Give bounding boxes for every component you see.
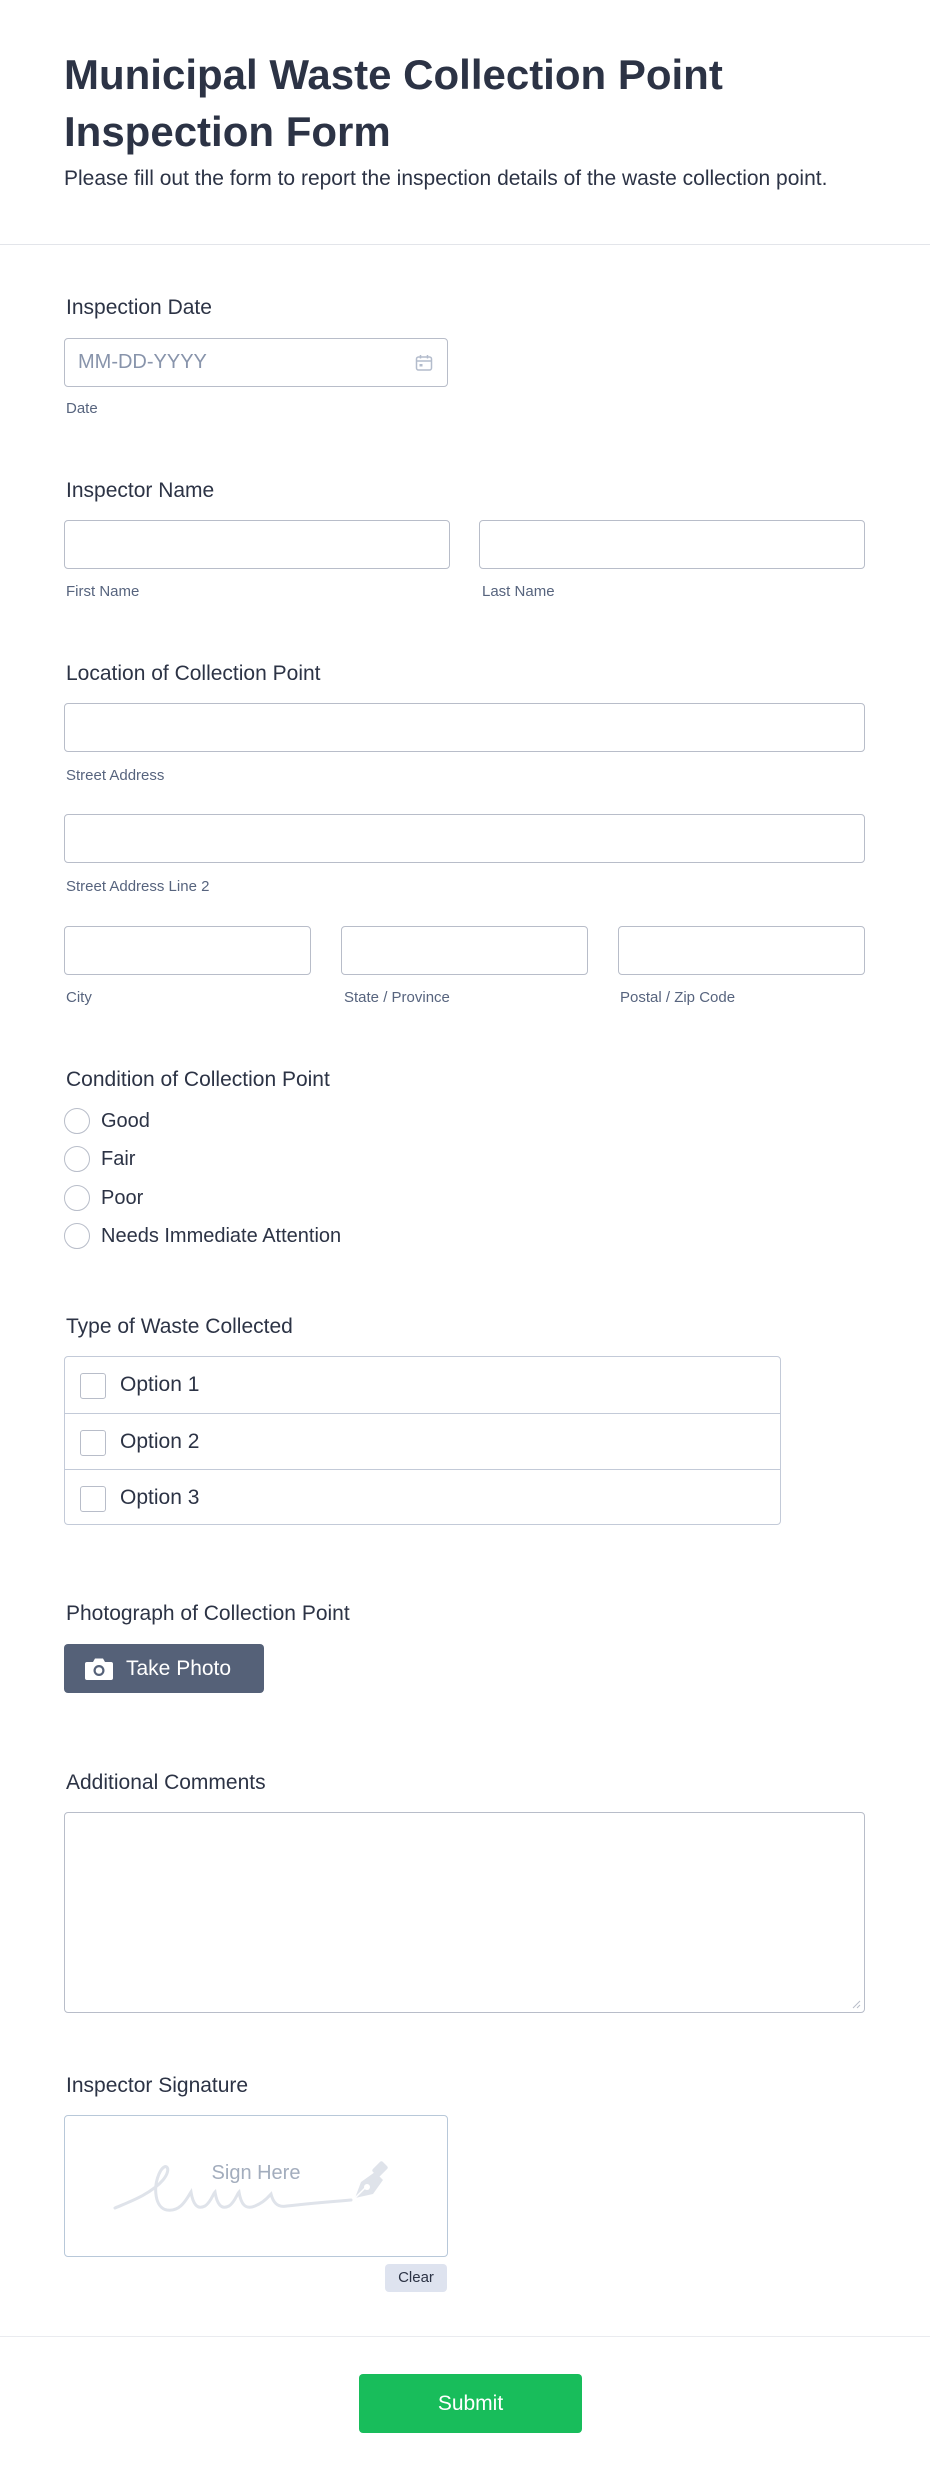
inspector-name-label: Inspector Name	[66, 479, 215, 502]
waste-type-checkbox-group	[64, 1356, 781, 1525]
inspection-date-label: Inspection Date	[66, 296, 212, 319]
street-address-sublabel: Street Address	[66, 767, 165, 784]
form-title: Municipal Waste Collection Point Inspection Form	[64, 51, 723, 155]
checkbox-option-3[interactable]	[65, 1469, 780, 1525]
checkbox-label: Option 3	[120, 1486, 200, 1509]
condition-label: Condition of Collection Point	[66, 1068, 330, 1091]
take-photo-label: Take Photo	[126, 1657, 232, 1680]
radio-label: Needs Immediate Attention	[101, 1225, 342, 1247]
clear-signature-button[interactable]: Clear	[385, 2264, 447, 2292]
footer-divider	[0, 2336, 930, 2337]
zip-sublabel: Postal / Zip Code	[620, 989, 736, 1006]
radio-label: Poor	[101, 1187, 144, 1209]
radio-label: Fair	[101, 1148, 136, 1170]
street-address-input[interactable]	[64, 703, 865, 752]
checkbox-option-2[interactable]	[65, 1413, 780, 1469]
checkbox[interactable]	[80, 1486, 106, 1512]
submit-button[interactable]: Submit	[359, 2374, 582, 2433]
radio-button[interactable]	[64, 1108, 90, 1134]
signature-pad[interactable]	[64, 2115, 448, 2257]
camera-icon	[84, 1657, 114, 1681]
comments-label: Additional Comments	[66, 1771, 266, 1794]
first-name-input[interactable]	[64, 520, 450, 569]
city-sublabel: City	[66, 989, 92, 1006]
calendar-icon[interactable]	[415, 354, 433, 372]
sign-here-placeholder: Sign Here	[211, 2162, 301, 2184]
last-name-sublabel: Last Name	[482, 583, 555, 600]
signature-scribble-icon	[65, 2116, 447, 2256]
location-label: Location of Collection Point	[66, 662, 321, 685]
last-name-input[interactable]	[479, 520, 865, 569]
form-description: Please fill out the form to report the inspection details of the waste collection point.	[64, 167, 828, 190]
checkbox-label: Option 1	[120, 1373, 200, 1396]
take-photo-button[interactable]	[64, 1644, 264, 1693]
checkbox-option-1[interactable]	[65, 1357, 780, 1413]
inspection-date-sublabel: Date	[66, 400, 98, 417]
radio-button[interactable]	[64, 1146, 90, 1172]
zip-input[interactable]	[618, 926, 865, 975]
state-input[interactable]	[341, 926, 588, 975]
checkbox[interactable]	[80, 1373, 106, 1399]
street-address-line2-sublabel: Street Address Line 2	[66, 878, 210, 895]
radio-button[interactable]	[64, 1185, 90, 1211]
resize-handle-icon[interactable]	[851, 1999, 861, 2009]
radio-label: Good	[101, 1110, 150, 1132]
first-name-sublabel: First Name	[66, 583, 140, 600]
street-address-line2-input[interactable]	[64, 814, 865, 863]
city-input[interactable]	[64, 926, 311, 975]
waste-type-label: Type of Waste Collected	[66, 1315, 293, 1338]
state-sublabel: State / Province	[344, 989, 450, 1006]
inspection-date-input[interactable]	[64, 338, 448, 387]
form-header	[0, 0, 930, 245]
checkbox-label: Option 2	[120, 1430, 200, 1453]
checkbox[interactable]	[80, 1430, 106, 1456]
radio-button[interactable]	[64, 1223, 90, 1249]
comments-textarea[interactable]	[64, 1812, 865, 2013]
inspection-date-placeholder: MM-DD-YYYY	[78, 351, 207, 373]
photo-label: Photograph of Collection Point	[66, 1602, 350, 1625]
signature-label: Inspector Signature	[66, 2074, 249, 2097]
